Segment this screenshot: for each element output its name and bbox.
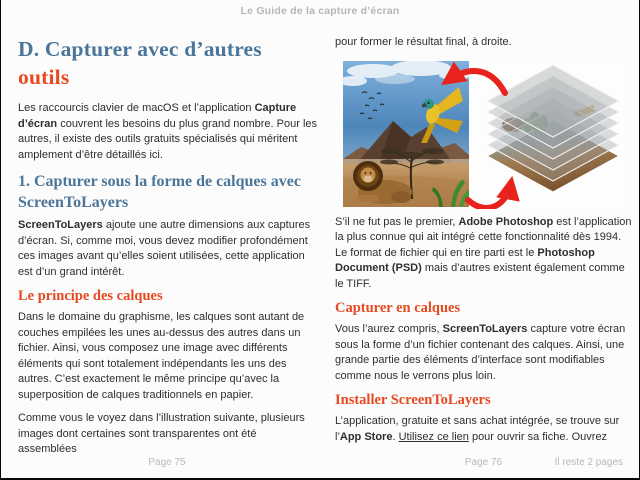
page-left <box>18 35 317 466</box>
composite-photo <box>339 60 471 207</box>
layers-illustration <box>335 59 631 209</box>
paragraph-illustration-lead: Comme vous le voyez dans l’illustration suivante, plusieurs images dont certaines sont transparentes ont été assemblées <box>18 412 305 455</box>
page-number-right: Page 76 <box>464 457 503 468</box>
chapter-title <box>18 35 317 91</box>
chapter-title-line2: outils <box>18 65 70 89</box>
paragraph-principle: Dans le domaine du graphisme, les calques sont autant de couches empilées les unes au-dessus des autres dans un fichier. Ainsi, vous composez une image avec différents éléments qui sont totalement indépendants les uns des autres. C’est exactement le même principe qu’avec la superposition de calques traditionnels en papier. <box>18 311 305 401</box>
chapter-title-line1: D. Capturer avec d’autres <box>18 37 262 61</box>
pages-remaining-label: Il reste 2 pages <box>554 457 623 468</box>
subheading-principle: Le principe des calques <box>18 288 163 304</box>
book-title-header: Le Guide de la capture d’écran <box>240 5 400 17</box>
paragraph-intro: Les raccourcis clavier de macOS et l’application Capture d’écran couvrent les besoins du plus grand nombre. Pour les autres, il existe des outils gratuits spécialisés qui méritent amplement d’être détaillés ici. <box>18 102 318 161</box>
paragraph-capture-calques: Vous l’aurez compris, ScreenToLayers capture votre écran sous la forme d’un fichier contenant des calques. Ainsi, une grande partie des éléments d’interface sont modifiables comme nous le verrons plus loin. <box>335 323 626 382</box>
subheading-install: Installer ScreenToLayers <box>335 392 491 408</box>
page-number-left: Page 75 <box>148 457 186 468</box>
subheading-capture-calques: Capturer en calques <box>335 300 461 316</box>
paragraph-install: L’application, gratuite et sans achat intégrée, se trouve sur l’App Store. Utilisez ce lien pour ouvrir sa fiche. Ouvrez <box>335 415 620 443</box>
paragraph-continuation: pour former le résultat final, à droite. <box>335 36 512 48</box>
page-right <box>335 35 632 453</box>
layer-stack <box>487 65 619 192</box>
layers-illustration-svg <box>335 59 631 209</box>
inline-link[interactable]: Utilisez ce lien <box>398 430 469 443</box>
section-heading-calques: 1. Capturer sous la forme de calques avec ScreenToLayers <box>18 173 301 211</box>
arrow-bottom-icon <box>468 183 511 208</box>
paragraph-screentolayers: ScreenToLayers ajoute une autre dimensions aux captures d’écran. Si, comme moi, vous devez modifier profondément ces images avant qu’elles soient utilisées, cette application est d’un grand intérêt. <box>18 219 311 278</box>
paragraph-photoshop: S’il ne fut pas le premier, Adobe Photoshop est l’application la plus connue qui ait intégré cette fonctionnalité dès 1994. Le format de fichier qui en tire parti est le Photoshop Document (PSD) mais d’autres existent également comme le TIFF. <box>335 215 632 290</box>
